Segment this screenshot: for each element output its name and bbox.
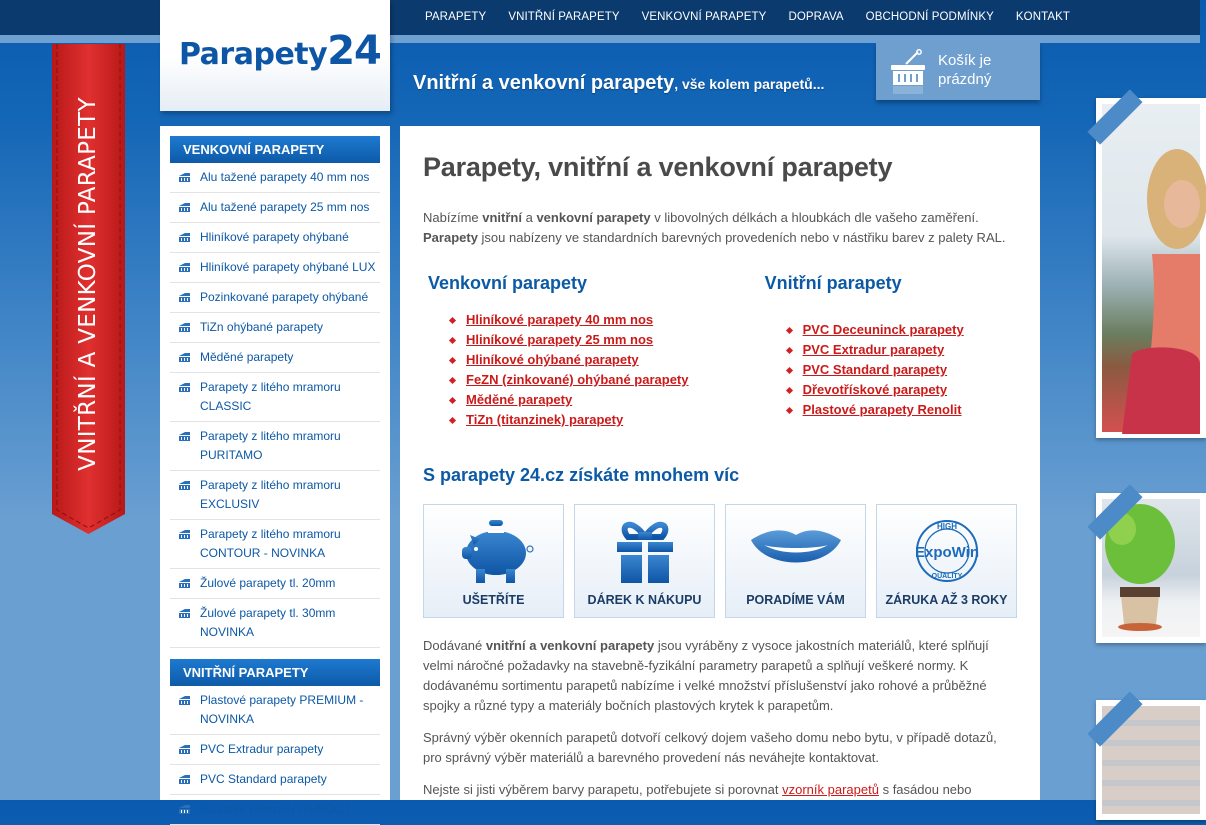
site-tagline (413, 72, 824, 95)
sidebar-item[interactable] (170, 223, 380, 253)
bold-text: vnitřní a venkovní parapety (485, 638, 655, 653)
nav-item-kontakt[interactable]: KONTAKT (1015, 11, 1071, 23)
sill-icon (179, 173, 190, 182)
bold-text: Parapety (423, 230, 478, 245)
sidebar-item-label: TiZn ohýbané parapety (200, 320, 323, 334)
piggy-bank-icon (454, 515, 534, 590)
benefit-label: ZÁRUKA AŽ 3 ROKY (885, 593, 1008, 607)
outdoor-column (423, 273, 760, 430)
tagline-sub: , vše kolem parapetů... (674, 76, 825, 92)
cart-widget[interactable] (876, 43, 1040, 100)
sill-icon (179, 609, 190, 618)
photo-image (1102, 104, 1200, 432)
sill-icon (179, 805, 190, 814)
nav-item-obchodni-podminky[interactable]: OBCHODNÍ PODMÍNKY (865, 11, 994, 23)
gift-icon (610, 515, 680, 590)
list-item (448, 410, 760, 430)
ribbon-label (52, 44, 125, 524)
sill-icon (179, 263, 190, 272)
sidebar-item[interactable] (170, 765, 380, 795)
sidebar-item-label: Parapety z litého mramoru PURITAMO (200, 429, 341, 462)
sidebar-item-label: Alu tažené parapety 25 mm nos (200, 200, 370, 214)
nav-item-venkovni-parapety[interactable]: VENKOVNÍ PARAPETY (641, 11, 767, 23)
outdoor-link-list (428, 310, 760, 430)
sidebar-item-label: Žulové parapety tl. 20mm (200, 576, 336, 590)
text: Dodávané (423, 638, 486, 653)
outdoor-link[interactable]: Hliníkové parapety 25 mm nos (466, 332, 654, 347)
sidebar-item-label: Plastové parapety RENOLIT (200, 802, 352, 816)
svg-text:ExpoWin: ExpoWin (914, 544, 979, 561)
sill-icon (179, 353, 190, 362)
logo[interactable] (179, 28, 381, 74)
sidebar-list-venkovni (170, 163, 380, 648)
text: Nabízíme (423, 210, 483, 225)
list-item (785, 360, 1017, 380)
sidebar-item[interactable] (170, 569, 380, 599)
ribbon-text: VNITŘNÍ A VENKOVNÍ PARAPETY (75, 97, 101, 471)
nav-item-doprava[interactable]: DOPRAVA (788, 11, 844, 23)
lips-icon (746, 515, 846, 590)
benefit-label: PORADÍME VÁM (746, 593, 845, 607)
sidebar (160, 126, 390, 816)
sidebar-item-label: PVC Standard parapety (200, 772, 327, 786)
sidebar-item[interactable] (170, 735, 380, 765)
cart-status-line1: Košík je (938, 52, 992, 69)
svg-text:QUALITY: QUALITY (931, 573, 962, 580)
sidebar-item[interactable] (170, 422, 380, 471)
sidebar-item-label: Hliníkové parapety ohýbané (200, 230, 349, 244)
svg-text:HIGH: HIGH (936, 522, 957, 531)
outdoor-link[interactable]: Měděné parapety (466, 392, 573, 407)
sidebar-item-label: Alu tažené parapety 40 mm nos (200, 170, 370, 184)
indoor-link[interactable]: Plastové parapety Renolit (802, 402, 962, 417)
sill-icon (179, 579, 190, 588)
outdoor-link[interactable]: Hliníkové ohýbané parapety (466, 352, 639, 367)
benefits-heading: S parapety 24.cz získáte mnohem víc (423, 465, 740, 485)
benefit-gift[interactable] (574, 504, 715, 618)
sill-icon (179, 530, 190, 539)
indoor-heading: Vnitřní parapety (764, 273, 902, 293)
list-item (785, 340, 1017, 360)
sill-icon (179, 481, 190, 490)
sidebar-item-label: PVC Extradur parapety (200, 742, 324, 756)
expowin-quality-badge-icon (907, 515, 987, 590)
intro-paragraph (423, 208, 1017, 248)
cart-status-line2: prázdný (938, 71, 992, 88)
logo-text: Parapety (179, 37, 328, 72)
main-content (400, 126, 1040, 800)
category-columns (423, 273, 1017, 430)
sidebar-item[interactable] (170, 686, 380, 735)
benefit-label: DÁREK K NÁKUPU (587, 593, 702, 607)
outdoor-link[interactable]: TiZn (titanzinek) parapety (466, 412, 624, 427)
sidebar-item[interactable] (170, 471, 380, 520)
tagline-main: Vnitřní a venkovní parapety (413, 72, 675, 94)
cart-status (938, 51, 991, 89)
benefit-label: UŠETŘÍTE (462, 593, 525, 607)
sidebar-item[interactable] (170, 373, 380, 422)
sidebar-item-label: Parapety z litého mramoru EXCLUSIV (200, 478, 341, 511)
logo-number: 24 (327, 28, 381, 74)
nav-item-parapety[interactable]: PARAPETY (425, 11, 487, 23)
list-item (448, 390, 760, 410)
text: s fasádou nebo (878, 782, 972, 797)
list-item (448, 370, 760, 390)
sidebar-item-label: Pozinkované parapety ohýbané (200, 290, 369, 304)
logo-box[interactable] (160, 0, 390, 111)
sill-icon (179, 745, 190, 754)
indoor-link[interactable]: PVC Extradur parapety (802, 342, 945, 357)
list-item (448, 350, 760, 370)
sill-icon (179, 383, 190, 392)
indoor-column (760, 273, 1017, 430)
indoor-link[interactable]: PVC Standard parapety (802, 362, 948, 377)
photo-woman-window (1096, 98, 1206, 438)
indoor-link-list (765, 320, 1017, 420)
benefits-row (423, 504, 1017, 618)
text: v libovolných délkách a hloubkách dle vašeho zaměření. (650, 210, 979, 225)
text: a (521, 210, 537, 225)
sample-book-link[interactable]: vzorník parapetů (782, 782, 879, 797)
sidebar-item[interactable] (170, 313, 380, 343)
sill-icon (179, 775, 190, 784)
outdoor-heading: Venkovní parapety (428, 273, 588, 293)
indoor-link[interactable]: Dřevotřískové parapety (802, 382, 948, 397)
sidebar-item-label: Hliníkové parapety ohýbané LUX (200, 260, 376, 274)
list-item (785, 320, 1017, 340)
body-paragraph-2: Správný výběr okenních parapetů dotvoří celkový dojem vašeho domu nebo bytu, v případě dotazů, pro správný výběr materiálů a barevného provedení nás neváhejte kontaktovat. (423, 730, 997, 765)
outdoor-link[interactable]: FeZN (zinkované) ohýbané parapety (466, 372, 689, 387)
sidebar-item-label: Parapety z litého mramoru CONTOUR - NOVINKA (200, 527, 341, 560)
body-paragraph-3 (423, 780, 1017, 800)
intro-text (423, 208, 1017, 248)
list-item (785, 400, 1017, 420)
sidebar-heading-vnitrni: VNITŘNÍ PARAPETY (170, 659, 380, 686)
indoor-link[interactable]: PVC Deceuninck parapety (802, 322, 964, 337)
sill-icon (179, 203, 190, 212)
outdoor-link[interactable]: Hliníkové parapety 40 mm nos (466, 312, 654, 327)
nav-item-vnitrni-parapety[interactable]: VNITŘNÍ PARAPETY (508, 11, 620, 23)
sidebar-item[interactable] (170, 163, 380, 193)
sidebar-item[interactable] (170, 599, 380, 648)
bold-text: vnitřní (482, 210, 522, 225)
list-item (785, 380, 1017, 400)
sill-icon (179, 696, 190, 705)
sidebar-item-label: Plastové parapety PREMIUM - NOVINKA (200, 693, 364, 726)
text: Nejste si jisti výběrem barvy parapetu, potřebujete si porovnat (423, 782, 783, 797)
text: jsou vyráběny z vysoce jakostních materiálů, které splňují velmi náročné požadavky na stavebně-fyzikální parametry parapetů a splňují veškeré normy. K dodávanému sortimentu parapetů nabízíme i velké množství příslušenství jako rohové a průběžné spojky a různé typy a materiály bočních plastových krytek k parapetům. (423, 638, 989, 713)
benefit-advice[interactable] (725, 504, 866, 618)
sidebar-item-label: Parapety z litého mramoru CLASSIC (200, 380, 341, 413)
basket-icon (888, 49, 928, 95)
sidebar-list-vnitrni (170, 686, 380, 825)
sidebar-item[interactable] (170, 343, 380, 373)
sidebar-item-label: Žulové parapety tl. 30mm NOVINKA (200, 606, 336, 639)
sidebar-item[interactable] (170, 283, 380, 313)
sidebar-item[interactable] (170, 193, 380, 223)
sidebar-item-label: Měděné parapety (200, 350, 294, 364)
list-item (448, 310, 760, 330)
text: jsou nabízeny ve standardních barevných provedeních nebo v nástřiku barev z palety RAL. (477, 230, 1006, 245)
sill-icon (179, 432, 190, 441)
sidebar-heading-venkovni: VENKOVNÍ PARAPETY (170, 136, 380, 163)
list-item (448, 330, 760, 350)
sidebar-item[interactable] (170, 520, 380, 569)
page-title: Parapety, vnitřní a venkovní parapety (423, 152, 893, 182)
main-nav (414, 0, 1081, 35)
bold-text: venkovní parapety (536, 210, 651, 225)
sidebar-item[interactable] (170, 795, 380, 825)
benefit-warranty[interactable] (876, 504, 1017, 618)
sill-icon (179, 293, 190, 302)
sidebar-item[interactable] (170, 253, 380, 283)
benefit-save[interactable] (423, 504, 564, 618)
sill-icon (179, 323, 190, 332)
woman-figure (1102, 104, 1200, 432)
body-paragraph-1 (423, 636, 1017, 716)
sill-icon (179, 233, 190, 242)
